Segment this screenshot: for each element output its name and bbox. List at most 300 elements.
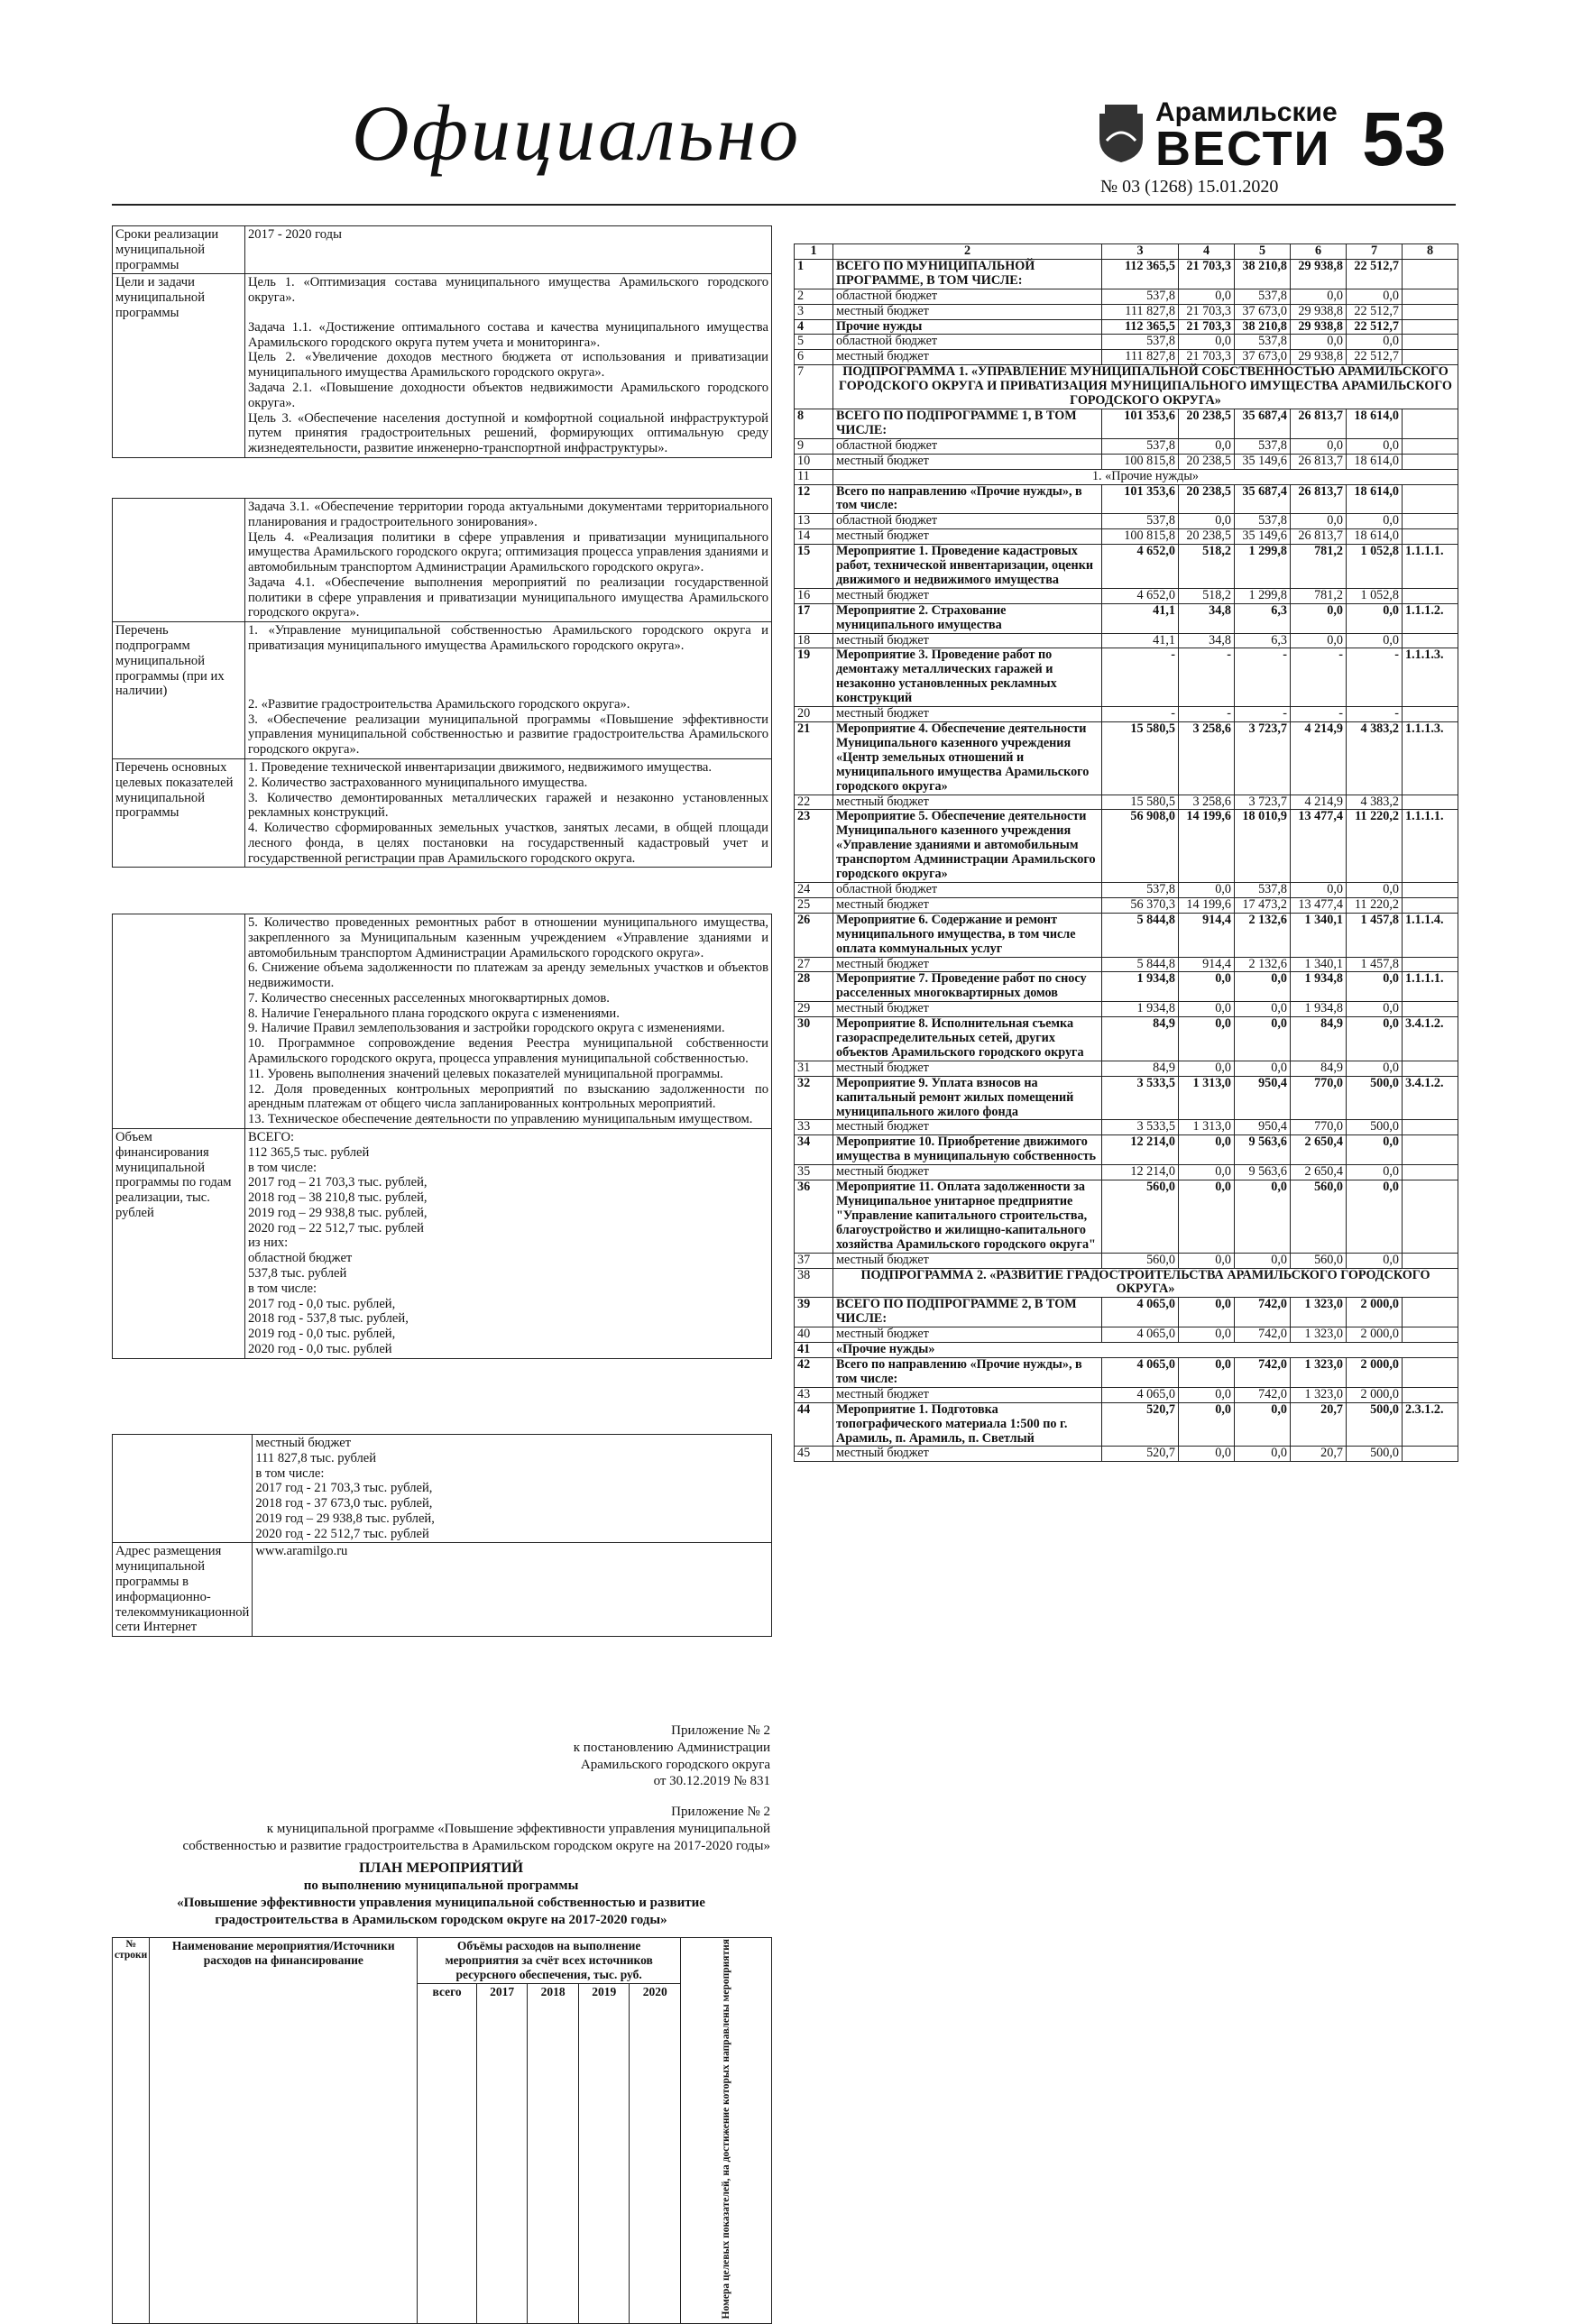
- row-value: 20 238,5: [1179, 409, 1235, 438]
- row-number: 8: [795, 409, 833, 438]
- row-value: 0,0: [1179, 1002, 1235, 1017]
- row-target-code: [1403, 319, 1458, 335]
- passport-paragraph: 12. Доля проведенных контрольных мероприятий по взысканию задолженности по арендным платежам от общего числа запланированных контрольных мероприятий.: [248, 1081, 768, 1112]
- row-value: 12 214,0: [1102, 1165, 1179, 1180]
- row-value: 537,8: [1102, 335, 1179, 350]
- row-value: 6,3: [1235, 633, 1291, 648]
- row-value: 100 815,8: [1102, 454, 1179, 469]
- row-value: 0,0: [1179, 1017, 1235, 1061]
- table-header-cell: 4: [1179, 244, 1235, 260]
- row-target-code: [1403, 707, 1458, 722]
- row-value: 21 703,3: [1179, 319, 1235, 335]
- row-number: 1: [795, 259, 833, 289]
- row-target-code: [1403, 882, 1458, 897]
- row-name: Мероприятие 2. Страхование муниципального имущества: [833, 603, 1102, 633]
- header-col-year: 2018: [528, 1984, 579, 2324]
- row-number: 44: [795, 1402, 833, 1447]
- row-value: 18 614,0: [1347, 409, 1403, 438]
- table-row: [795, 795, 1458, 810]
- plan-header-table: [112, 1937, 772, 2324]
- passport-paragraph: 2017 год - 0,0 тыс. рублей,: [248, 1296, 396, 1311]
- row-name: Мероприятие 7. Проведение работ по сносу расселенных многоквартирных домов: [833, 972, 1102, 1002]
- row-value: 0,0: [1347, 1002, 1403, 1017]
- row-value: 100 815,8: [1102, 529, 1179, 545]
- passport-paragraph: 111 827,8 тыс. рублей: [255, 1450, 377, 1465]
- table-header-cell: 8: [1403, 244, 1458, 260]
- row-number: 35: [795, 1165, 833, 1180]
- row-target-code: [1403, 289, 1458, 304]
- header-col-name: Наименование мероприятия/Источники расходов на финансирование: [150, 1938, 418, 2324]
- passport-row: [113, 1128, 772, 1358]
- row-value: 3 723,7: [1235, 722, 1291, 795]
- page-number: 53: [1362, 96, 1447, 181]
- row-number: 33: [795, 1120, 833, 1135]
- row-value: 21 703,3: [1179, 259, 1235, 289]
- table-row: [795, 454, 1458, 469]
- row-number: 30: [795, 1017, 833, 1061]
- table-row: [795, 1002, 1458, 1017]
- table-header-cell: 2: [833, 244, 1102, 260]
- row-value: 4 652,0: [1102, 545, 1179, 589]
- row-value: 29 938,8: [1291, 259, 1347, 289]
- passport-paragraph: 5. Количество проведенных ремонтных работ в отношении муниципального имущества, закрепленного за Муниципальным казенным учреждением «Управление зданиями и автомобильным транспортом Администрации Арамильского городского округа».: [248, 915, 768, 960]
- table-row: [795, 1253, 1458, 1268]
- row-target-code: [1403, 1298, 1458, 1327]
- passport-row: [113, 914, 772, 1129]
- passport-paragraph: областной бюджет: [248, 1251, 353, 1266]
- table-row: [795, 1061, 1458, 1076]
- row-value: 1 323,0: [1291, 1298, 1347, 1327]
- row-value: 14 199,6: [1179, 897, 1235, 913]
- passport-paragraph: из них:: [248, 1235, 289, 1251]
- passport-label: Перечень основных целевых показателей муниципальной программы: [113, 758, 245, 867]
- row-number: 6: [795, 350, 833, 365]
- row-target-code: 1.1.1.2.: [1403, 603, 1458, 633]
- passport-paragraph: 2018 год - 537,8 тыс. рублей,: [248, 1311, 409, 1327]
- row-name: местный бюджет: [833, 897, 1102, 913]
- section-heading: ПОДПРОГРАММА 1. «УПРАВЛЕНИЕ МУНИЦИПАЛЬНОЙ СОБСТВЕННОСТЬЮ АРАМИЛЬСКОГО ГОРОДСКОГО ОКРУГА И ПРИВАТИЗАЦИЯ МУНИЦИПАЛЬНОГО ИМУЩЕСТВА АРАМИЛЬСКОГО ГОРОДСКОГО ОКРУГА»: [833, 365, 1458, 409]
- row-value: 742,0: [1235, 1327, 1291, 1343]
- passport-body: [245, 758, 772, 867]
- row-value: 537,8: [1235, 289, 1291, 304]
- row-name: Мероприятие 8. Исполнительная съемка газораспределительных сетей, других объектов Арамильского городского округа: [833, 1017, 1102, 1061]
- passport-paragraph: 7. Количество снесенных расселенных многоквартирных домов.: [248, 990, 610, 1006]
- row-value: 17 473,2: [1235, 897, 1291, 913]
- row-number: 21: [795, 722, 833, 795]
- row-target-code: [1403, 409, 1458, 438]
- row-value: 770,0: [1291, 1120, 1347, 1135]
- row-value: 2 000,0: [1347, 1298, 1403, 1327]
- row-value: 560,0: [1291, 1253, 1347, 1268]
- passport-table-3: [112, 914, 772, 1359]
- row-value: 26 813,7: [1291, 454, 1347, 469]
- row-value: 518,2: [1179, 588, 1235, 603]
- row-target-code: [1403, 1387, 1458, 1402]
- row-value: 21 703,3: [1179, 350, 1235, 365]
- row-value: 0,0: [1179, 289, 1235, 304]
- row-number: 14: [795, 529, 833, 545]
- row-value: 0,0: [1179, 1061, 1235, 1076]
- row-value: 0,0: [1235, 972, 1291, 1002]
- passport-body: [245, 274, 772, 458]
- row-value: 34,8: [1179, 633, 1235, 648]
- row-target-code: [1403, 633, 1458, 648]
- row-name: Мероприятие 11. Оплата задолженности за Муниципальное унитарное предприятие "Управление капитального строительства, благоустройство и жилищно-капитального хозяйства Арамильского городского округа": [833, 1180, 1102, 1254]
- row-value: 950,4: [1235, 1120, 1291, 1135]
- appendix-line: собственностью и развитие градостроительства в Арамильском городском округе на 2017-2020 годы»: [182, 1838, 770, 1853]
- row-value: -: [1291, 648, 1347, 707]
- row-value: 22 512,7: [1347, 259, 1403, 289]
- header-rule: [112, 204, 1456, 206]
- passport-paragraph: 4. Количество сформированных земельных участков, занятых лесами, в общей площади лесного фонда, в целях постановки на государственный кадастровый учет и государственной регистрации прав Арамильского городского округа.: [248, 821, 768, 866]
- passport-label: Цели и задачи муниципальной программы: [113, 274, 245, 458]
- row-target-code: [1403, 1327, 1458, 1343]
- row-value: 1 934,8: [1102, 1002, 1179, 1017]
- passport-table-4: [112, 1434, 772, 1637]
- row-value: 1 323,0: [1291, 1387, 1347, 1402]
- appendix-decree: [112, 1722, 770, 1790]
- table-row: [795, 319, 1458, 335]
- row-target-code: [1403, 897, 1458, 913]
- newspaper-logo: [1096, 97, 1339, 176]
- row-value: 0,0: [1291, 438, 1347, 454]
- row-value: 500,0: [1347, 1447, 1403, 1462]
- row-number: 24: [795, 882, 833, 897]
- header-col-targets-text: Номера целевых показателей, на достижение которых направлены мероприятия: [721, 1939, 731, 2319]
- row-value: 781,2: [1291, 545, 1347, 589]
- table-header-cell: 6: [1291, 244, 1347, 260]
- table-header-cell: 5: [1235, 244, 1291, 260]
- table-row: [795, 810, 1458, 883]
- row-target-code: [1403, 1180, 1458, 1254]
- passport-paragraph: 2020 год – 22 512,7 тыс. рублей: [248, 1220, 424, 1235]
- plan-title-line: «Повышение эффективности управления муниципальной собственностью и развитие: [177, 1895, 705, 1910]
- row-name: местный бюджет: [833, 1447, 1102, 1462]
- table-row: [795, 1165, 1458, 1180]
- row-number: 15: [795, 545, 833, 589]
- row-value: 37 673,0: [1235, 304, 1291, 319]
- row-value: 35 687,4: [1235, 409, 1291, 438]
- passport-label: [113, 914, 245, 1129]
- row-value: 914,4: [1179, 957, 1235, 972]
- row-value: 29 938,8: [1291, 304, 1347, 319]
- plan-title-line: ПЛАН МЕРОПРИЯТИЙ: [358, 1860, 524, 1876]
- row-value: 0,0: [1179, 1327, 1235, 1343]
- row-number: 10: [795, 454, 833, 469]
- table-row: [795, 957, 1458, 972]
- row-value: 14 199,6: [1179, 810, 1235, 883]
- row-value: 9 563,6: [1235, 1165, 1291, 1180]
- row-value: 84,9: [1102, 1017, 1179, 1061]
- row-value: -: [1179, 648, 1235, 707]
- row-value: 35 149,6: [1235, 529, 1291, 545]
- row-value: 3 723,7: [1235, 795, 1291, 810]
- row-value: 537,8: [1235, 335, 1291, 350]
- row-value: 1 340,1: [1291, 913, 1347, 957]
- table-row: [795, 1017, 1458, 1061]
- table-header-cell: 3: [1102, 244, 1179, 260]
- row-value: 1 934,8: [1291, 972, 1347, 1002]
- passport-paragraph: ВСЕГО:: [248, 1129, 295, 1144]
- plan-title: [112, 1860, 770, 1928]
- row-value: 770,0: [1291, 1076, 1347, 1120]
- row-name: областной бюджет: [833, 438, 1102, 454]
- header-col-year: 2019: [578, 1984, 630, 2324]
- row-name: Всего по направлению «Прочие нужды», в том числе:: [833, 484, 1102, 514]
- row-name: местный бюджет: [833, 454, 1102, 469]
- row-value: 560,0: [1102, 1253, 1179, 1268]
- row-number: 36: [795, 1180, 833, 1254]
- row-value: 5 844,8: [1102, 957, 1179, 972]
- row-value: 112 365,5: [1102, 259, 1179, 289]
- passport-paragraph: 6. Снижение объема задолженности по платежам за аренду земельных участков и объектов недвижимости.: [248, 960, 768, 991]
- row-number: 41: [795, 1343, 833, 1358]
- row-name: местный бюджет: [833, 529, 1102, 545]
- passport-paragraph: Цель 4. «Реализация политики в сфере управления и приватизации муниципального имущества Арамильского городского округа; оптимизация процесса управления зданиями и автомобильным транспортом Администрации Арамильского городского округа».: [248, 529, 768, 575]
- table-row: [795, 603, 1458, 633]
- row-value: 537,8: [1102, 438, 1179, 454]
- table-row: [795, 972, 1458, 1002]
- row-value: 0,0: [1179, 1165, 1235, 1180]
- row-value: 0,0: [1347, 1180, 1403, 1254]
- logo-big-text: ВЕСТИ: [1155, 122, 1331, 176]
- row-target-code: [1403, 1135, 1458, 1165]
- passport-paragraph: 1. Проведение технической инвентаризации движимого, недвижимого имущества.: [248, 759, 713, 775]
- row-value: 0,0: [1347, 972, 1403, 1002]
- row-name: «Прочие нужды»: [833, 1343, 1458, 1358]
- row-value: 4 065,0: [1102, 1387, 1179, 1402]
- row-value: 0,0: [1179, 1253, 1235, 1268]
- row-value: 1 052,8: [1347, 588, 1403, 603]
- row-target-code: [1403, 1120, 1458, 1135]
- table-header-row: [795, 244, 1458, 260]
- table-row: [795, 514, 1458, 529]
- passport-table-1: [112, 225, 772, 458]
- row-value: 4 065,0: [1102, 1357, 1179, 1387]
- table-row: [795, 259, 1458, 289]
- row-target-code: 1.1.1.1.: [1403, 972, 1458, 1002]
- row-value: 29 938,8: [1291, 350, 1347, 365]
- row-value: 84,9: [1291, 1017, 1347, 1061]
- appendix-line: Приложение № 2: [671, 1723, 770, 1738]
- passport-paragraph: 2019 год – 29 938,8 тыс. рублей,: [255, 1511, 435, 1526]
- row-value: 13 477,4: [1291, 897, 1347, 913]
- row-value: 1 457,8: [1347, 957, 1403, 972]
- passport-paragraph: 13. Техническое обеспечение деятельности по управлению муниципальным имуществом.: [248, 1112, 753, 1127]
- row-value: 41,1: [1102, 603, 1179, 633]
- row-value: 38 210,8: [1235, 259, 1291, 289]
- row-number: 3: [795, 304, 833, 319]
- row-value: 520,7: [1102, 1447, 1179, 1462]
- passport-paragraph: 2020 год - 22 512,7 тыс. рублей: [255, 1526, 429, 1541]
- row-number: 45: [795, 1447, 833, 1462]
- table-row: [795, 1357, 1458, 1387]
- row-value: 742,0: [1235, 1387, 1291, 1402]
- passport-paragraph: 2018 год – 38 210,8 тыс. рублей,: [248, 1190, 428, 1206]
- passport-label: [113, 499, 245, 622]
- section-heading: 1. «Прочие нужды»: [833, 469, 1458, 484]
- row-value: 12 214,0: [1102, 1135, 1179, 1165]
- row-number: 13: [795, 514, 833, 529]
- row-value: 2 650,4: [1291, 1135, 1347, 1165]
- passport-paragraph: в том числе:: [248, 1160, 317, 1175]
- row-value: 0,0: [1347, 514, 1403, 529]
- row-value: -: [1291, 707, 1347, 722]
- row-number: 12: [795, 484, 833, 514]
- row-name: Мероприятие 3. Проведение работ по демонтажу металлических гаражей и незаконно установленных рекламных конструкций: [833, 648, 1102, 707]
- row-value: 34,8: [1179, 603, 1235, 633]
- row-value: 15 580,5: [1102, 722, 1179, 795]
- table-row: [795, 897, 1458, 913]
- row-target-code: 1.1.1.1.: [1403, 545, 1458, 589]
- row-value: 0,0: [1347, 1253, 1403, 1268]
- table-row: [795, 1135, 1458, 1165]
- table-row: [795, 335, 1458, 350]
- row-value: 26 813,7: [1291, 409, 1347, 438]
- row-value: 0,0: [1179, 972, 1235, 1002]
- row-value: 1 323,0: [1291, 1357, 1347, 1387]
- row-value: 1 313,0: [1179, 1120, 1235, 1135]
- row-value: 1 299,8: [1235, 545, 1291, 589]
- table-row: [795, 1387, 1458, 1402]
- row-value: 4 065,0: [1102, 1298, 1179, 1327]
- row-value: 84,9: [1102, 1061, 1179, 1076]
- passport-body: [245, 1128, 772, 1358]
- row-value: 3 258,6: [1179, 722, 1235, 795]
- row-name: Мероприятие 9. Уплата взносов на капитальный ремонт жилых помещений муниципального жилого фонда: [833, 1076, 1102, 1120]
- passport-paragraph: 3. «Обеспечение реализации муниципальной программы «Повышение эффективности управления муниципальной собственностью и развитие градостроительства Арамильского городского округа».: [248, 712, 768, 758]
- row-value: -: [1235, 648, 1291, 707]
- passport-label: Объем финансирования муниципальной программы по годам реализации, тыс. рублей: [113, 1128, 245, 1358]
- row-value: 101 353,6: [1102, 484, 1179, 514]
- table-row: [795, 484, 1458, 514]
- table-row: [795, 1343, 1458, 1358]
- row-value: 0,0: [1347, 882, 1403, 897]
- header-col-total: всего: [418, 1984, 477, 2324]
- appendix-line: Приложение № 2: [671, 1805, 770, 1819]
- row-value: 2 000,0: [1347, 1327, 1403, 1343]
- row-value: 0,0: [1179, 1298, 1235, 1327]
- row-value: 0,0: [1291, 603, 1347, 633]
- row-value: 26 813,7: [1291, 529, 1347, 545]
- row-value: 2 000,0: [1347, 1387, 1403, 1402]
- passport-paragraph: Задача 3.1. «Обеспечение территории города актуальными документами территориального планирования и градостроительного зонирования».: [248, 500, 768, 529]
- passport-paragraph: 2. Количество застрахованного муниципального имущества.: [248, 775, 588, 790]
- table-row: [795, 545, 1458, 589]
- table-row: [795, 304, 1458, 319]
- row-name: местный бюджет: [833, 1002, 1102, 1017]
- row-number: 38: [795, 1268, 833, 1298]
- row-value: 29 938,8: [1291, 319, 1347, 335]
- passport-label: Адрес размещения муниципальной программы в информационно-телекоммуникационной сети Интернет: [113, 1543, 253, 1637]
- passport-label: Перечень подпрограмм муниципальной программы (при их наличии): [113, 622, 245, 759]
- row-value: 520,7: [1102, 1402, 1179, 1447]
- row-number: 39: [795, 1298, 833, 1327]
- passport-paragraph: www.aramilgo.ru: [255, 1544, 348, 1559]
- row-value: 56 908,0: [1102, 810, 1179, 883]
- passport-paragraph: 1. «Управление муниципальной собственностью Арамильского городского округа и приватизация муниципального имущества Арамильского городского округа».: [248, 623, 768, 654]
- appendix-program: [112, 1804, 770, 1854]
- row-name: Мероприятие 5. Обеспечение деятельности Муниципального казенного учреждения «Управление зданиями и автомобильным транспортом Администрации Арамильского городского округа»: [833, 810, 1102, 883]
- row-value: 20,7: [1291, 1402, 1347, 1447]
- row-value: 18 614,0: [1347, 529, 1403, 545]
- row-value: 9 563,6: [1235, 1135, 1291, 1165]
- row-number: 32: [795, 1076, 833, 1120]
- row-value: 26 813,7: [1291, 484, 1347, 514]
- appendix-line: к постановлению Администрации: [573, 1740, 770, 1755]
- row-value: 0,0: [1179, 882, 1235, 897]
- header-col-volume: Объёмы расходов на выполнение мероприятия за счёт всех источников ресурсного обеспечения, тыс. руб.: [418, 1938, 681, 1984]
- table-header-cell: 1: [795, 244, 833, 260]
- row-value: 18 614,0: [1347, 484, 1403, 514]
- passport-paragraph: местный бюджет: [255, 1436, 352, 1450]
- row-name: ВСЕГО ПО ПОДПРОГРАММЕ 1, В ТОМ ЧИСЛЕ:: [833, 409, 1102, 438]
- row-value: 0,0: [1179, 1357, 1235, 1387]
- table-row: [795, 1180, 1458, 1254]
- table-row: [795, 913, 1458, 957]
- row-value: 0,0: [1291, 289, 1347, 304]
- table-row: [795, 409, 1458, 438]
- passport-paragraph: Задача 2.1. «Повышение доходности объектов недвижимости Арамильского городского округа».: [248, 381, 768, 410]
- row-value: 2 132,6: [1235, 913, 1291, 957]
- row-target-code: [1403, 1165, 1458, 1180]
- appendix-line: Арамильского городского округа: [580, 1757, 770, 1772]
- row-name: Мероприятие 1. Подготовка топографического материала 1:500 по г. Арамиль, п. Арамиль, п. Светлый: [833, 1402, 1102, 1447]
- passport-paragraph: 2019 год – 29 938,8 тыс. рублей,: [248, 1205, 428, 1220]
- passport-row: [113, 226, 772, 274]
- row-value: 1 052,8: [1347, 545, 1403, 589]
- passport-paragraph: 2019 год - 0,0 тыс. рублей,: [248, 1327, 396, 1342]
- passport-gap: [248, 683, 768, 697]
- passport-paragraph: 8. Наличие Генерального плана городского округа с изменениями.: [248, 1006, 620, 1021]
- passport-label: Сроки реализации муниципальной программы: [113, 226, 245, 274]
- row-number: 37: [795, 1253, 833, 1268]
- passport-row: [113, 274, 772, 458]
- row-value: 4 383,2: [1347, 722, 1403, 795]
- table-row: [795, 1402, 1458, 1447]
- row-value: 4 065,0: [1102, 1327, 1179, 1343]
- row-value: 0,0: [1235, 1447, 1291, 1462]
- row-value: 0,0: [1347, 335, 1403, 350]
- row-value: 6,3: [1235, 603, 1291, 633]
- appendix-line: к муниципальной программе «Повышение эффективности управления муниципальной: [266, 1821, 770, 1836]
- row-target-code: 1.1.1.4.: [1403, 913, 1458, 957]
- row-value: 560,0: [1291, 1180, 1347, 1254]
- row-number: 23: [795, 810, 833, 883]
- row-value: 0,0: [1235, 1017, 1291, 1061]
- passport-paragraph: в том числе:: [248, 1281, 317, 1296]
- row-name: областной бюджет: [833, 514, 1102, 529]
- passport-paragraph: 2. «Развитие градостроительства Арамильского городского округа».: [248, 696, 630, 712]
- row-target-code: 1.1.1.3.: [1403, 648, 1458, 707]
- row-value: -: [1347, 707, 1403, 722]
- row-value: 0,0: [1291, 882, 1347, 897]
- row-name: ВСЕГО ПО ПОДПРОГРАММЕ 2, В ТОМ ЧИСЛЕ:: [833, 1298, 1102, 1327]
- row-name: Мероприятие 1. Проведение кадастровых работ, технической инвентаризации, оценки движимого и недвижимого имущества: [833, 545, 1102, 589]
- passport-paragraph: Задача 4.1. «Обеспечение выполнения мероприятий по реализации государственной политики в сфере управления и приватизации муниципального имущества Арамильского городского округа».: [248, 574, 768, 620]
- table-row: [795, 350, 1458, 365]
- row-value: 3 533,5: [1102, 1120, 1179, 1135]
- passport-paragraph: Задача 1.1. «Достижение оптимального состава и качества муниципального имущества Арамильского городского округа путем учета и мониторинга».: [248, 319, 768, 350]
- row-name: местный бюджет: [833, 1253, 1102, 1268]
- row-value: 518,2: [1179, 545, 1235, 589]
- table-row: [795, 1447, 1458, 1462]
- table-row: [795, 289, 1458, 304]
- row-target-code: [1403, 259, 1458, 289]
- row-name: Мероприятие 6. Содержание и ремонт муниципального имущества, в том числе оплата коммунальных услуг: [833, 913, 1102, 957]
- row-value: 35 687,4: [1235, 484, 1291, 514]
- row-value: -: [1179, 707, 1235, 722]
